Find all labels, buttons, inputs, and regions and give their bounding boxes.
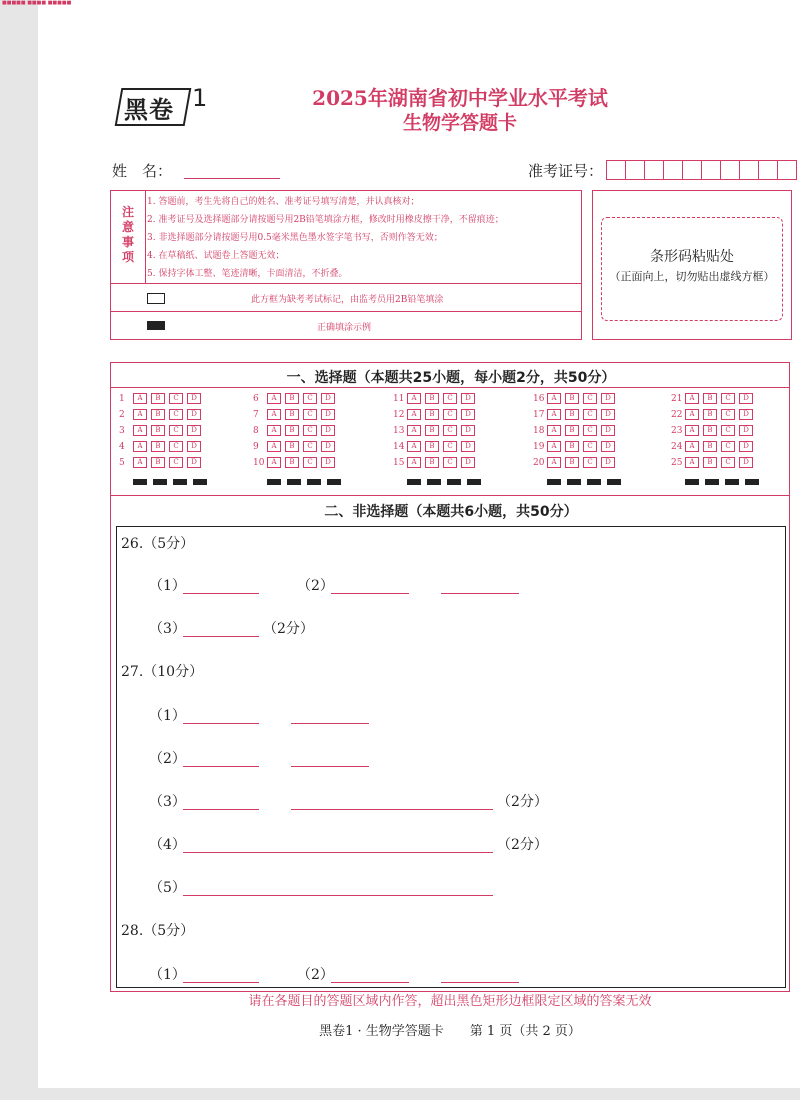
id-digit-box[interactable] [663, 160, 683, 180]
choice-option-bubble[interactable]: B [703, 441, 717, 452]
choice-option-bubble[interactable]: B [425, 409, 439, 420]
section-divider [111, 495, 789, 496]
choice-option-bubble[interactable]: C [169, 441, 183, 452]
q27-part-3-label: （3） [149, 794, 186, 810]
choice-question-row [533, 457, 619, 468]
choice-option-bubble[interactable]: D [187, 393, 201, 404]
choice-option-bubble[interactable]: C [583, 457, 597, 468]
choice-option-bubble[interactable]: D [601, 441, 615, 452]
question-28-label: 28.（5分） [121, 923, 195, 939]
choice-option-bubble[interactable]: B [151, 425, 165, 436]
choice-question-number: 23 [671, 426, 683, 436]
choice-question-row [119, 409, 205, 420]
scan-left-margin [0, 0, 38, 1100]
choice-question-row [671, 409, 757, 420]
choice-option-bubble[interactable]: D [601, 425, 615, 436]
q26-2-answer-line[interactable] [331, 593, 409, 594]
q28-part-2-label: （2） [297, 967, 334, 983]
page-footer: 黑卷1 · 生物学答题卡 第 1 页（共 2 页） [319, 1024, 581, 1039]
notice-divider [111, 311, 581, 312]
choice-option-bubble[interactable]: D [461, 425, 475, 436]
choice-option-bubble[interactable]: B [565, 393, 579, 404]
choice-option-bubble[interactable]: A [685, 393, 699, 404]
barcode-subtitle: （正面向上，切勿贴出虚线方框） [609, 270, 775, 283]
choice-question-row [393, 441, 479, 452]
choice-option-bubble[interactable]: D [601, 393, 615, 404]
q26-3-points: （2分） [263, 621, 314, 637]
choice-option-bubble[interactable]: B [285, 441, 299, 452]
choice-option-bubble[interactable]: C [443, 425, 457, 436]
choice-question-number: 3 [119, 426, 125, 436]
question-26-label: 26.（5分） [121, 536, 195, 552]
q27-4-points: （2分） [497, 837, 548, 853]
choice-option-bubble[interactable]: A [407, 441, 421, 452]
choice-option-bubble[interactable]: A [547, 409, 561, 420]
choice-option-bubble[interactable]: B [151, 441, 165, 452]
choice-option-bubble[interactable]: C [443, 457, 457, 468]
choice-option-bubble[interactable]: D [321, 441, 335, 452]
choice-option-bubble[interactable]: D [739, 457, 753, 468]
barcode-title: 条形码粘贴处 [650, 249, 734, 265]
brand-number: 1 [192, 84, 208, 112]
fill-example-mark [147, 321, 165, 330]
choice-question-row [119, 393, 205, 404]
choice-option-bubble[interactable]: A [267, 425, 281, 436]
notice-divider [111, 283, 581, 284]
choice-option-bubble[interactable]: D [461, 457, 475, 468]
timing-mark [587, 479, 601, 485]
id-digit-box[interactable] [758, 160, 778, 180]
timing-mark [267, 479, 281, 485]
choice-option-bubble[interactable]: D [739, 425, 753, 436]
choice-option-bubble[interactable]: D [739, 441, 753, 452]
notice-head-char: 项 [121, 250, 134, 264]
choice-option-bubble[interactable]: A [133, 393, 147, 404]
choice-option-bubble[interactable]: A [267, 409, 281, 420]
timing-mark [705, 479, 719, 485]
choice-question-number: 21 [671, 394, 683, 404]
section-1-divider [111, 387, 789, 388]
choice-question-number: 25 [671, 458, 683, 468]
choice-option-bubble[interactable]: B [151, 393, 165, 404]
q28-2a-answer-line[interactable] [331, 982, 409, 983]
q26-2b-answer-line[interactable] [441, 593, 519, 594]
choice-option-bubble[interactable]: A [133, 457, 147, 468]
notice-line: 3. 非选择题部分请按题号用0.5毫米黑色墨水签字笔书写，否则作答无效； [147, 233, 443, 243]
choice-option-bubble[interactable]: A [133, 441, 147, 452]
notice-head-char: 事 [121, 235, 134, 249]
timing-mark [327, 479, 341, 485]
choice-question-row [393, 409, 479, 420]
timing-mark [173, 479, 187, 485]
choice-option-bubble[interactable]: C [303, 457, 317, 468]
brand-text: 黑卷 [124, 96, 174, 124]
choice-option-bubble[interactable]: A [407, 409, 421, 420]
choice-option-bubble[interactable]: B [425, 457, 439, 468]
timing-mark [193, 479, 207, 485]
choice-question-number: 8 [253, 426, 259, 436]
question-27-label: 27.（10分） [121, 664, 204, 680]
choice-question-row [671, 457, 757, 468]
choice-option-bubble[interactable]: D [739, 393, 753, 404]
nonchoice-answer-area [116, 526, 786, 988]
choice-option-bubble[interactable]: B [285, 425, 299, 436]
choice-option-bubble[interactable]: A [685, 441, 699, 452]
q27-1b-answer-line[interactable] [291, 723, 369, 724]
choice-question-number: 7 [253, 410, 259, 420]
choice-option-bubble[interactable]: A [547, 441, 561, 452]
choice-option-bubble[interactable]: C [303, 393, 317, 404]
choice-question-number: 11 [393, 394, 405, 404]
choice-question-number: 24 [671, 442, 683, 452]
notice-panel [110, 190, 582, 340]
choice-question-number: 2 [119, 410, 125, 420]
absent-mark-box[interactable] [147, 293, 165, 304]
choice-option-bubble[interactable]: A [547, 457, 561, 468]
choice-option-bubble[interactable]: C [169, 457, 183, 468]
choice-option-bubble[interactable]: D [321, 425, 335, 436]
choice-option-bubble[interactable]: D [187, 457, 201, 468]
timing-mark [607, 479, 621, 485]
choice-option-bubble[interactable]: C [303, 409, 317, 420]
choice-option-bubble[interactable]: C [303, 425, 317, 436]
choice-question-number: 5 [119, 458, 125, 468]
barcode-panel [592, 190, 792, 340]
choice-question-number: 1 [119, 394, 125, 404]
notice-head-char: 注 [121, 205, 134, 219]
q27-part-1-label: （1） [149, 708, 186, 724]
choice-option-bubble[interactable]: A [267, 441, 281, 452]
choice-option-bubble[interactable]: C [169, 409, 183, 420]
choice-question-row [671, 441, 757, 452]
barcode-sticker-area[interactable] [601, 217, 783, 321]
choice-option-bubble[interactable]: A [267, 457, 281, 468]
timing-mark [447, 479, 461, 485]
choice-option-bubble[interactable]: C [169, 393, 183, 404]
choice-question-row [253, 457, 339, 468]
choice-option-bubble[interactable]: C [583, 393, 597, 404]
choice-option-bubble[interactable]: A [267, 393, 281, 404]
q26-part-2-label: （2） [297, 578, 334, 594]
choice-option-bubble[interactable]: C [583, 441, 597, 452]
choice-option-bubble[interactable]: B [151, 409, 165, 420]
choice-option-bubble[interactable]: B [703, 393, 717, 404]
timing-mark [567, 479, 581, 485]
choice-option-bubble[interactable]: A [407, 457, 421, 468]
choice-question-row [253, 393, 339, 404]
choice-option-bubble[interactable]: A [685, 425, 699, 436]
choice-option-bubble[interactable]: D [601, 409, 615, 420]
id-digit-box[interactable] [644, 160, 664, 180]
choice-option-bubble[interactable]: D [461, 441, 475, 452]
id-label: 准考证号： [528, 162, 604, 180]
choice-option-bubble[interactable]: B [703, 425, 717, 436]
notice-line: 4. 在草稿纸、试题卷上答题无效； [147, 251, 285, 261]
choice-question-number: 6 [253, 394, 259, 404]
q27-3b-answer-line[interactable] [291, 809, 493, 810]
choice-option-bubble[interactable]: D [321, 409, 335, 420]
choice-option-bubble[interactable]: C [721, 393, 735, 404]
choice-option-bubble[interactable]: B [151, 457, 165, 468]
top-scan-mark: ■■■■■ ■■■■ ■■■■■ [2, 0, 72, 6]
choice-question-number: 18 [533, 426, 545, 436]
choice-question-row [533, 425, 619, 436]
notice-line: 5. 保持字体工整、笔迹清晰，卡面清洁，不折叠。 [147, 269, 348, 279]
choice-option-bubble[interactable]: B [565, 457, 579, 468]
choice-option-bubble[interactable]: B [565, 409, 579, 420]
choice-question-row [671, 425, 757, 436]
choice-option-bubble[interactable]: A [407, 425, 421, 436]
q27-1a-answer-line[interactable] [183, 723, 259, 724]
q27-2a-answer-line[interactable] [183, 766, 259, 767]
choice-question-row [533, 441, 619, 452]
id-digit-box[interactable] [682, 160, 702, 180]
id-digit-box[interactable] [777, 160, 797, 180]
choice-option-bubble[interactable]: C [443, 409, 457, 420]
choice-question-number: 14 [393, 442, 405, 452]
choice-question-row [119, 425, 205, 436]
timing-mark [547, 479, 561, 485]
timing-mark [685, 479, 699, 485]
answer-area-warning: 请在各题目的答题区域内作答，超出黑色矩形边框限定区域的答案无效 [248, 994, 652, 1009]
brand-logo [118, 84, 208, 124]
id-digit-box[interactable] [701, 160, 721, 180]
choice-question-number: 19 [533, 442, 545, 452]
q26-1-answer-line[interactable] [183, 593, 259, 594]
choice-option-bubble[interactable]: D [321, 457, 335, 468]
choice-option-bubble[interactable]: C [721, 425, 735, 436]
choice-question-number: 22 [671, 410, 683, 420]
choice-question-row [533, 409, 619, 420]
q27-3a-answer-line[interactable] [183, 809, 259, 810]
choice-option-bubble[interactable]: D [187, 409, 201, 420]
choice-option-bubble[interactable]: C [721, 409, 735, 420]
q27-3-points: （2分） [497, 794, 548, 810]
notice-line: 2. 准考证号及选择题部分请按题号用2B铅笔填涂方框，修改时用橡皮擦干净，不留痕迹； [147, 215, 504, 225]
choice-question-number: 9 [253, 442, 259, 452]
choice-question-number: 15 [393, 458, 405, 468]
q26-3-answer-line[interactable] [183, 636, 259, 637]
scan-bottom-margin [0, 1088, 800, 1100]
choice-question-row [393, 393, 479, 404]
choice-option-bubble[interactable]: A [133, 425, 147, 436]
q27-4-answer-line[interactable] [183, 852, 493, 853]
choice-option-bubble[interactable]: C [303, 441, 317, 452]
q26-part-3-label: （3） [149, 621, 186, 637]
choice-question-row [119, 441, 205, 452]
q27-2b-answer-line[interactable] [291, 766, 369, 767]
timing-mark [467, 479, 481, 485]
choice-option-bubble[interactable]: A [685, 409, 699, 420]
choice-question-row [533, 393, 619, 404]
choice-option-bubble[interactable]: C [583, 425, 597, 436]
id-digit-box[interactable] [739, 160, 759, 180]
fill-example-text: 正确填涂示例 [317, 323, 372, 333]
q28-1-answer-line[interactable] [183, 982, 259, 983]
q27-part-2-label: （2） [149, 751, 186, 767]
q27-part-5-label: （5） [149, 880, 186, 896]
name-label: 姓 名： [112, 162, 173, 180]
choice-question-row [253, 441, 339, 452]
notice-head-char: 意 [121, 220, 134, 234]
choice-question-number: 12 [393, 410, 405, 420]
choice-option-bubble[interactable]: B [565, 425, 579, 436]
absent-mark-text: 此方框为缺考考试标记，由监考员用2B铅笔填涂 [251, 295, 444, 305]
choice-option-bubble[interactable]: B [565, 441, 579, 452]
choice-question-number: 17 [533, 410, 545, 420]
q28-2b-answer-line[interactable] [441, 982, 519, 983]
choice-option-bubble[interactable]: C [721, 457, 735, 468]
timing-mark [307, 479, 321, 485]
timing-mark [725, 479, 739, 485]
choice-option-bubble[interactable]: C [443, 393, 457, 404]
choice-option-bubble[interactable]: D [601, 457, 615, 468]
choice-option-bubble[interactable]: B [285, 457, 299, 468]
choice-option-bubble[interactable]: A [547, 393, 561, 404]
choice-option-bubble[interactable]: B [425, 425, 439, 436]
timing-mark [407, 479, 421, 485]
q27-part-4-label: （4） [149, 837, 186, 853]
timing-mark [287, 479, 301, 485]
choice-option-bubble[interactable]: D [187, 425, 201, 436]
id-digit-box[interactable] [720, 160, 740, 180]
notice-line: 1. 答题前，考生先将自己的姓名、准考证号填写清楚，并认真核对； [147, 197, 420, 207]
choice-option-bubble[interactable]: A [685, 457, 699, 468]
choice-option-bubble[interactable]: A [133, 409, 147, 420]
choice-question-row [253, 409, 339, 420]
choice-question-row [671, 393, 757, 404]
choice-question-number: 4 [119, 442, 125, 452]
choice-option-bubble[interactable]: A [407, 393, 421, 404]
timing-mark [153, 479, 167, 485]
id-digit-box[interactable] [625, 160, 645, 180]
timing-mark [745, 479, 759, 485]
timing-mark [133, 479, 147, 485]
choice-option-bubble[interactable]: B [425, 393, 439, 404]
choice-question-row [393, 457, 479, 468]
choice-option-bubble[interactable]: B [703, 409, 717, 420]
choice-option-bubble[interactable]: D [187, 441, 201, 452]
choice-option-bubble[interactable]: A [547, 425, 561, 436]
choice-option-bubble[interactable]: C [721, 441, 735, 452]
id-digit-box[interactable] [606, 160, 626, 180]
choice-option-bubble[interactable]: D [739, 409, 753, 420]
choice-option-bubble[interactable]: D [321, 393, 335, 404]
q28-part-1-label: （1） [149, 967, 186, 983]
notice-heading [111, 191, 146, 283]
choice-option-bubble[interactable]: B [285, 393, 299, 404]
choice-question-row [393, 425, 479, 436]
section-1-title: 一、选择题（本题共25小题，每小题2分，共50分） [286, 370, 616, 386]
choice-option-bubble[interactable]: D [461, 393, 475, 404]
choice-question-row [253, 425, 339, 436]
choice-option-bubble[interactable]: B [285, 409, 299, 420]
sheet-title: 生物学答题卡 [402, 112, 517, 134]
choice-question-number: 16 [533, 394, 545, 404]
timing-mark [427, 479, 441, 485]
choice-option-bubble[interactable]: B [425, 441, 439, 452]
choice-option-bubble[interactable]: B [703, 457, 717, 468]
choice-option-bubble[interactable]: D [461, 409, 475, 420]
choice-question-number: 10 [253, 458, 265, 468]
choice-question-row [119, 457, 205, 468]
name-field[interactable] [184, 178, 280, 179]
choice-option-bubble[interactable]: C [443, 441, 457, 452]
choice-question-number: 13 [393, 426, 405, 436]
choice-option-bubble[interactable]: C [583, 409, 597, 420]
exam-title: 2025年湖南省初中学业水平考试 [312, 86, 608, 110]
choice-option-bubble[interactable]: C [169, 425, 183, 436]
section-2-title: 二、非选择题（本题共6小题，共50分） [324, 504, 578, 520]
choice-question-number: 20 [533, 458, 545, 468]
q26-part-1-label: （1） [149, 578, 186, 594]
q27-5-answer-line[interactable] [183, 895, 493, 896]
